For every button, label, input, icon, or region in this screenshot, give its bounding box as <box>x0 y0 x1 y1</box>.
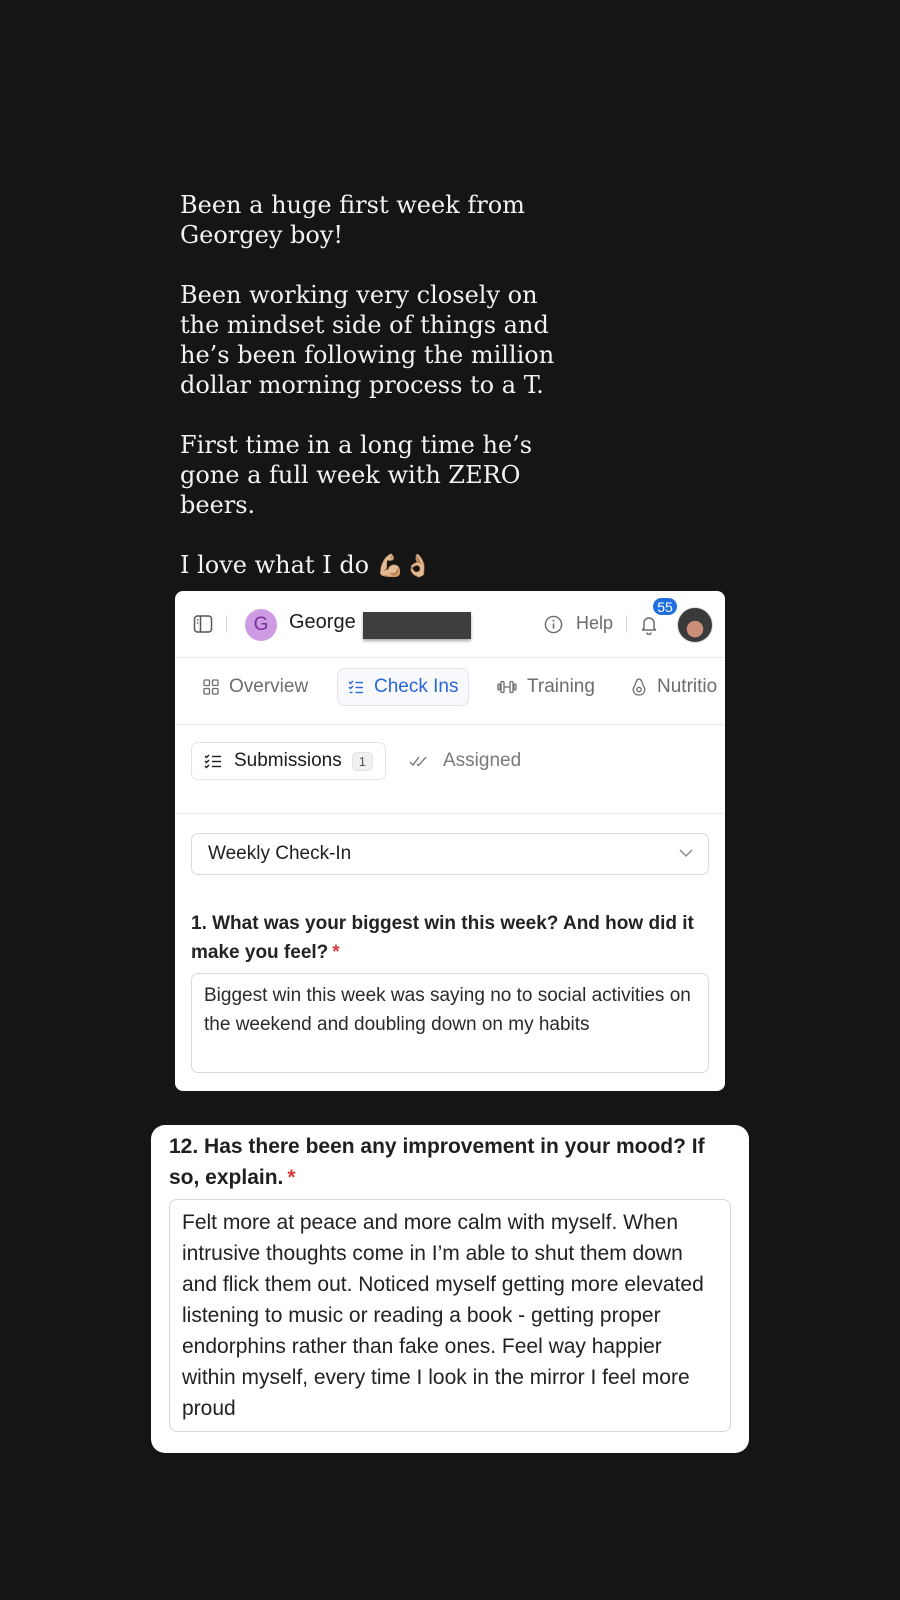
question-12-label <box>169 1131 729 1193</box>
tab-label: Training <box>527 676 595 697</box>
story-paragraph: Been working very closely on the mindset side of things and he’s been following the million dollar morning process to a T. <box>180 281 555 399</box>
avocado-icon <box>631 678 647 696</box>
top-bar <box>175 591 725 658</box>
double-check-icon <box>409 754 431 768</box>
user-avatar[interactable] <box>677 607 713 643</box>
tab-check-ins[interactable] <box>337 668 469 706</box>
checklist-icon <box>348 679 364 695</box>
question-1-label <box>191 909 711 967</box>
divider <box>226 615 227 633</box>
info-icon[interactable] <box>544 615 563 634</box>
muscle-ok-emoji: 💪🏼👌🏼 <box>376 554 432 579</box>
notification-badge: 55 <box>652 597 678 616</box>
sidebar-toggle-icon[interactable] <box>193 614 213 634</box>
divider <box>626 615 627 633</box>
tab-label: Check Ins <box>374 676 459 697</box>
story-closing-line <box>180 550 580 582</box>
submissions-count-badge: 1 <box>352 752 373 771</box>
help-link[interactable]: Help <box>576 613 614 633</box>
tab-training[interactable] <box>497 668 595 706</box>
checkin-screenshot-card <box>175 591 725 1091</box>
story-paragraph: First time in a long time he’s gone a full week with ZERO beers. <box>180 431 533 519</box>
question-text: 1. What was your biggest win this week? And how did it make you feel? <box>191 913 694 963</box>
story-paragraph: Been a huge first week from Georgey boy! <box>180 191 525 249</box>
tab-label: Overview <box>229 676 309 697</box>
dumbbell-icon <box>497 679 517 695</box>
question-12-card <box>151 1125 749 1453</box>
redaction-bar <box>363 612 471 639</box>
client-name: George <box>289 611 356 633</box>
subtab-label: Submissions <box>234 750 342 771</box>
required-marker: * <box>332 942 340 963</box>
subtab-submissions[interactable] <box>191 742 386 780</box>
story-caption <box>180 190 580 582</box>
main-tabs <box>175 658 725 725</box>
sub-tabs <box>175 725 725 814</box>
question-1-answer-field[interactable]: Biggest win this week was saying no to social activities on the weekend and doubling down on my habits <box>191 973 709 1073</box>
checklist-icon <box>204 753 222 769</box>
select-value: Weekly Check-In <box>208 843 352 864</box>
story-closing-text: I love what I do <box>180 551 370 579</box>
required-marker: * <box>287 1166 296 1189</box>
subtab-label: Assigned <box>443 750 522 771</box>
form-select-dropdown[interactable] <box>191 833 709 875</box>
client-avatar[interactable]: G <box>245 609 277 641</box>
question-12-answer-field[interactable]: Felt more at peace and more calm with myself. When intrusive thoughts come in I’m able to shut them down and flick them out. Noticed myself getting more elevated listening to music or reading a book - getting proper endorphins rather than fake ones. Feel way happier within myself, every time I look in the mirror I feel more proud <box>169 1199 731 1432</box>
chevron-down-icon <box>678 846 694 860</box>
tab-overview[interactable] <box>203 668 308 706</box>
subtab-assigned[interactable] <box>409 742 521 780</box>
tab-label: Nutritio <box>657 676 718 697</box>
tab-nutrition[interactable] <box>631 668 717 706</box>
bell-icon[interactable] <box>639 614 659 635</box>
question-text: 12. Has there been any improvement in your mood? If so, explain. <box>169 1135 705 1189</box>
grid-icon <box>203 679 219 695</box>
